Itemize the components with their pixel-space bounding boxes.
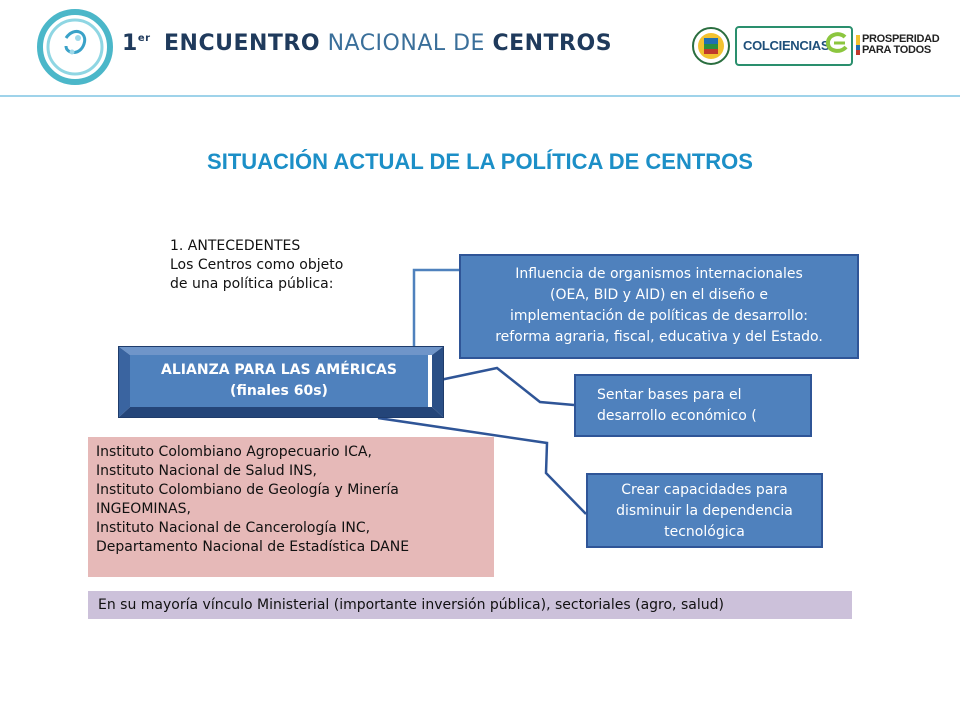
colciencias-label: COLCIENCIAS	[743, 38, 830, 53]
box-text-line: desarrollo económico (	[597, 408, 757, 424]
list-item: Instituto Colombiano de Geología y Minería	[96, 482, 399, 498]
box-text-line: implementación de políticas de desarrollo:	[509, 308, 809, 324]
footer-note: En su mayoría vínculo Ministerial (importante inversión pública), sectoriales (agro, salud)	[88, 591, 852, 619]
list-item: Instituto Nacional de Cancerología INC,	[96, 520, 371, 536]
box-text-line: Crear capacidades para	[621, 482, 788, 498]
prosperidad-line-1: PROSPERIDAD	[862, 33, 940, 45]
slide-title: SITUACIÓN ACTUAL DE LA POLÍTICA DE CENTROS	[207, 149, 753, 174]
box-text-line: Sentar bases para el	[597, 387, 742, 403]
antecedentes-heading: 1. ANTECEDENTES	[170, 238, 301, 254]
box-text-line: disminuir la dependencia	[616, 503, 793, 519]
box-text-line: tecnológica	[664, 524, 745, 540]
alianza-label	[130, 355, 428, 407]
event-number-suffix: er	[137, 33, 151, 44]
box-text-line: (OEA, BID y AID) en el diseño e	[550, 287, 768, 303]
connector-sentar	[440, 368, 574, 405]
connector-influencia	[414, 270, 459, 347]
box-text-line: Influencia de organismos internacionales	[515, 266, 803, 282]
influencia-box	[459, 254, 859, 359]
list-item: Instituto Nacional de Salud INS,	[96, 463, 317, 479]
prosperidad-line-2: PARA TODOS	[862, 44, 931, 56]
crear-capacidades-box	[586, 473, 823, 548]
event-number: 1	[122, 31, 138, 56]
alianza-period: (finales 60s)	[230, 383, 328, 399]
sentar-bases-box	[574, 374, 812, 437]
alianza-box	[118, 346, 444, 418]
antecedentes-line: de una política pública:	[170, 276, 334, 292]
list-item: Departamento Nacional de Estadística DANE	[96, 539, 410, 555]
alianza-title: ALIANZA PARA LAS AMÉRICAS	[161, 362, 397, 378]
antecedentes-line: Los Centros como objeto	[170, 257, 344, 273]
antecedentes-text	[170, 237, 343, 294]
institutos-box	[88, 437, 494, 577]
event-title-middle: NACIONAL DE	[327, 31, 485, 56]
list-item: INGEOMINAS,	[96, 501, 191, 517]
event-title-word: ENCUENTRO	[164, 31, 321, 56]
box-text-line: reforma agraria, fiscal, educativa y del Estado.	[495, 329, 823, 345]
list-item: Instituto Colombiano Agropecuario ICA,	[96, 444, 372, 460]
event-title-last: CENTROS	[492, 31, 613, 56]
